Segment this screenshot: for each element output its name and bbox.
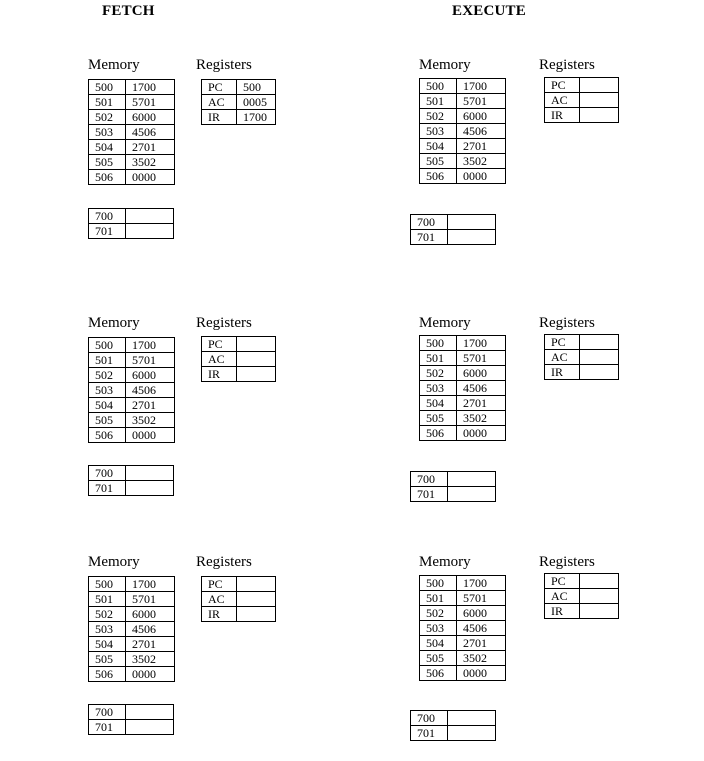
memory-row <box>89 637 175 652</box>
memory-value: 3502 <box>126 413 175 428</box>
execute-step-3-memory-label: Memory <box>419 554 471 570</box>
fetch-step-2-registers-label: Registers <box>196 315 252 331</box>
memory-value: 2701 <box>126 637 175 652</box>
register-row <box>202 577 276 592</box>
memory-address: 506 <box>420 426 457 441</box>
register-row <box>545 335 619 350</box>
memory-value: 3502 <box>457 651 506 666</box>
memory-row <box>420 411 506 426</box>
fetch-step-1-data-table <box>88 208 174 239</box>
register-name: PC <box>545 78 580 93</box>
data-value <box>126 705 174 720</box>
data-address: 701 <box>89 224 126 239</box>
memory-row <box>420 336 506 351</box>
memory-row <box>89 80 175 95</box>
register-value <box>580 108 619 123</box>
register-value <box>237 352 276 367</box>
memory-address: 500 <box>89 338 126 353</box>
memory-row <box>89 607 175 622</box>
data-value <box>448 726 496 741</box>
execute-step-1-data-table <box>410 214 496 245</box>
register-name: AC <box>202 592 237 607</box>
memory-address: 502 <box>89 110 126 125</box>
memory-address: 500 <box>420 79 457 94</box>
execute-header: EXECUTE <box>452 3 526 19</box>
register-value <box>580 93 619 108</box>
register-name: AC <box>202 95 237 110</box>
register-value <box>580 365 619 380</box>
memory-address: 502 <box>420 109 457 124</box>
memory-address: 503 <box>420 381 457 396</box>
memory-row <box>89 667 175 682</box>
memory-address: 506 <box>420 666 457 681</box>
register-row <box>545 365 619 380</box>
data-value <box>448 230 496 245</box>
register-value <box>237 337 276 352</box>
data-address: 700 <box>89 705 126 720</box>
memory-row <box>89 170 175 185</box>
memory-address: 506 <box>89 170 126 185</box>
memory-row <box>420 109 506 124</box>
register-value: 0005 <box>237 95 276 110</box>
memory-value: 1700 <box>126 577 175 592</box>
register-row <box>202 607 276 622</box>
memory-row <box>89 95 175 110</box>
register-row <box>545 604 619 619</box>
memory-address: 500 <box>89 577 126 592</box>
memory-value: 5701 <box>457 351 506 366</box>
data-value <box>126 224 174 239</box>
fetch-step-3-memory-label: Memory <box>88 554 140 570</box>
memory-address: 504 <box>420 636 457 651</box>
data-row <box>411 472 496 487</box>
memory-value: 3502 <box>126 155 175 170</box>
register-name: AC <box>545 350 580 365</box>
execute-step-3-data-table <box>410 710 496 741</box>
memory-value: 6000 <box>457 606 506 621</box>
memory-address: 500 <box>420 576 457 591</box>
execute-step-2-memory-label: Memory <box>419 315 471 331</box>
data-address: 700 <box>89 209 126 224</box>
memory-value: 2701 <box>457 396 506 411</box>
fetch-step-3-registers-table <box>201 576 276 622</box>
memory-value: 3502 <box>457 154 506 169</box>
memory-address: 504 <box>89 140 126 155</box>
memory-address: 504 <box>89 637 126 652</box>
memory-value: 1700 <box>457 576 506 591</box>
register-name: AC <box>545 93 580 108</box>
memory-row <box>420 621 506 636</box>
memory-row <box>420 124 506 139</box>
memory-value: 4506 <box>457 381 506 396</box>
data-address: 700 <box>411 711 448 726</box>
register-row <box>545 589 619 604</box>
data-row <box>89 209 174 224</box>
register-name: IR <box>545 604 580 619</box>
memory-value: 4506 <box>126 622 175 637</box>
memory-address: 503 <box>89 125 126 140</box>
memory-address: 502 <box>89 607 126 622</box>
data-value <box>126 466 174 481</box>
memory-row <box>420 606 506 621</box>
register-name: PC <box>545 574 580 589</box>
fetch-step-2-registers-table <box>201 336 276 382</box>
execute-step-2-registers-label: Registers <box>539 315 595 331</box>
memory-row <box>89 428 175 443</box>
memory-value: 4506 <box>457 621 506 636</box>
register-row <box>202 80 276 95</box>
memory-value: 3502 <box>126 652 175 667</box>
memory-row <box>89 577 175 592</box>
memory-address: 505 <box>89 413 126 428</box>
fetch-step-1-registers-table <box>201 79 276 125</box>
memory-value: 3502 <box>457 411 506 426</box>
memory-row <box>420 381 506 396</box>
data-row <box>89 720 174 735</box>
register-value: 500 <box>237 80 276 95</box>
memory-address: 500 <box>89 80 126 95</box>
data-row <box>411 487 496 502</box>
data-value <box>126 209 174 224</box>
memory-address: 503 <box>89 622 126 637</box>
fetch-step-2-memory-label: Memory <box>88 315 140 331</box>
fetch-step-3-registers-label: Registers <box>196 554 252 570</box>
data-row <box>89 224 174 239</box>
data-value <box>448 487 496 502</box>
memory-value: 6000 <box>126 607 175 622</box>
register-row <box>545 574 619 589</box>
data-address: 701 <box>89 481 126 496</box>
memory-value: 5701 <box>126 95 175 110</box>
memory-value: 5701 <box>126 353 175 368</box>
memory-row <box>89 592 175 607</box>
memory-address: 506 <box>89 667 126 682</box>
data-row <box>411 711 496 726</box>
memory-row <box>89 110 175 125</box>
execute-step-2-data-table <box>410 471 496 502</box>
execute-step-1-registers-table <box>544 77 619 123</box>
memory-row <box>89 398 175 413</box>
memory-row <box>420 79 506 94</box>
data-row <box>89 481 174 496</box>
memory-row <box>89 368 175 383</box>
memory-row <box>89 652 175 667</box>
execute-step-2-memory-table <box>419 335 506 441</box>
memory-value: 1700 <box>126 338 175 353</box>
memory-row <box>89 125 175 140</box>
register-row <box>202 352 276 367</box>
memory-value: 6000 <box>126 368 175 383</box>
memory-row <box>89 622 175 637</box>
memory-address: 501 <box>89 592 126 607</box>
memory-address: 504 <box>420 139 457 154</box>
memory-address: 501 <box>420 94 457 109</box>
memory-value: 1700 <box>457 79 506 94</box>
data-address: 700 <box>411 215 448 230</box>
fetch-step-1-registers-label: Registers <box>196 57 252 73</box>
memory-value: 0000 <box>126 667 175 682</box>
memory-value: 0000 <box>457 426 506 441</box>
memory-value: 6000 <box>457 109 506 124</box>
data-value <box>448 711 496 726</box>
register-name: PC <box>545 335 580 350</box>
data-value <box>126 481 174 496</box>
memory-row <box>420 636 506 651</box>
memory-row <box>420 94 506 109</box>
memory-row <box>420 651 506 666</box>
data-row <box>89 466 174 481</box>
memory-value: 1700 <box>126 80 175 95</box>
register-value <box>580 78 619 93</box>
memory-address: 501 <box>89 353 126 368</box>
fetch-step-2-memory-table <box>88 337 175 443</box>
data-row <box>411 230 496 245</box>
memory-value: 0000 <box>126 428 175 443</box>
memory-address: 503 <box>89 383 126 398</box>
data-value <box>448 472 496 487</box>
memory-address: 501 <box>89 95 126 110</box>
register-name: AC <box>545 589 580 604</box>
data-address: 701 <box>411 487 448 502</box>
memory-row <box>89 338 175 353</box>
memory-address: 504 <box>420 396 457 411</box>
memory-row <box>420 366 506 381</box>
register-name: AC <box>202 352 237 367</box>
execute-step-1-memory-table <box>419 78 506 184</box>
execute-step-3-memory-table <box>419 575 506 681</box>
register-row <box>545 108 619 123</box>
memory-value: 6000 <box>126 110 175 125</box>
execute-step-1-registers-label: Registers <box>539 57 595 73</box>
register-row <box>545 350 619 365</box>
data-row <box>89 705 174 720</box>
memory-value: 2701 <box>126 398 175 413</box>
register-row <box>545 93 619 108</box>
register-name: IR <box>202 110 237 125</box>
fetch-step-1-memory-table <box>88 79 175 185</box>
data-address: 700 <box>89 466 126 481</box>
memory-value: 5701 <box>126 592 175 607</box>
register-row <box>202 95 276 110</box>
register-row <box>202 110 276 125</box>
memory-row <box>89 140 175 155</box>
fetch-step-1-memory-label: Memory <box>88 57 140 73</box>
data-address: 701 <box>89 720 126 735</box>
memory-address: 504 <box>89 398 126 413</box>
register-name: PC <box>202 80 237 95</box>
register-value <box>580 589 619 604</box>
memory-value: 5701 <box>457 94 506 109</box>
data-address: 700 <box>411 472 448 487</box>
memory-address: 502 <box>420 606 457 621</box>
memory-row <box>420 426 506 441</box>
memory-row <box>89 155 175 170</box>
register-name: PC <box>202 577 237 592</box>
register-value <box>580 574 619 589</box>
data-value <box>448 215 496 230</box>
memory-row <box>420 351 506 366</box>
register-row <box>202 367 276 382</box>
execute-step-1-memory-label: Memory <box>419 57 471 73</box>
memory-value: 0000 <box>457 666 506 681</box>
memory-address: 505 <box>89 652 126 667</box>
memory-row <box>420 591 506 606</box>
memory-row <box>420 396 506 411</box>
memory-address: 503 <box>420 124 457 139</box>
memory-row <box>89 353 175 368</box>
register-value <box>580 335 619 350</box>
register-row <box>545 78 619 93</box>
memory-address: 501 <box>420 351 457 366</box>
memory-address: 502 <box>420 366 457 381</box>
memory-address: 505 <box>89 155 126 170</box>
fetch-step-3-memory-table <box>88 576 175 682</box>
memory-value: 4506 <box>126 383 175 398</box>
memory-address: 505 <box>420 411 457 426</box>
fetch-step-3-data-table <box>88 704 174 735</box>
memory-address: 501 <box>420 591 457 606</box>
memory-value: 2701 <box>457 636 506 651</box>
register-value: 1700 <box>237 110 276 125</box>
memory-row <box>420 139 506 154</box>
register-value <box>237 367 276 382</box>
register-value <box>580 350 619 365</box>
memory-value: 0000 <box>457 169 506 184</box>
memory-value: 2701 <box>457 139 506 154</box>
memory-value: 5701 <box>457 591 506 606</box>
memory-row <box>420 154 506 169</box>
fetch-header: FETCH <box>102 3 155 19</box>
execute-step-2-registers-table <box>544 334 619 380</box>
data-row <box>411 215 496 230</box>
data-address: 701 <box>411 230 448 245</box>
data-address: 701 <box>411 726 448 741</box>
memory-address: 505 <box>420 154 457 169</box>
memory-value: 1700 <box>457 336 506 351</box>
memory-address: 505 <box>420 651 457 666</box>
register-row <box>202 337 276 352</box>
data-value <box>126 720 174 735</box>
register-value <box>580 604 619 619</box>
memory-address: 502 <box>89 368 126 383</box>
execute-step-3-registers-label: Registers <box>539 554 595 570</box>
fetch-step-2-data-table <box>88 465 174 496</box>
memory-address: 500 <box>420 336 457 351</box>
memory-row <box>420 169 506 184</box>
register-name: IR <box>202 607 237 622</box>
memory-row <box>89 383 175 398</box>
memory-address: 506 <box>89 428 126 443</box>
register-value <box>237 592 276 607</box>
register-value <box>237 607 276 622</box>
memory-address: 506 <box>420 169 457 184</box>
memory-value: 4506 <box>457 124 506 139</box>
memory-value: 2701 <box>126 140 175 155</box>
memory-value: 4506 <box>126 125 175 140</box>
memory-row <box>89 413 175 428</box>
register-name: PC <box>202 337 237 352</box>
memory-value: 6000 <box>457 366 506 381</box>
register-name: IR <box>545 108 580 123</box>
memory-row <box>420 666 506 681</box>
register-name: IR <box>202 367 237 382</box>
data-row <box>411 726 496 741</box>
memory-address: 503 <box>420 621 457 636</box>
register-row <box>202 592 276 607</box>
memory-row <box>420 576 506 591</box>
register-value <box>237 577 276 592</box>
execute-step-3-registers-table <box>544 573 619 619</box>
register-name: IR <box>545 365 580 380</box>
memory-value: 0000 <box>126 170 175 185</box>
